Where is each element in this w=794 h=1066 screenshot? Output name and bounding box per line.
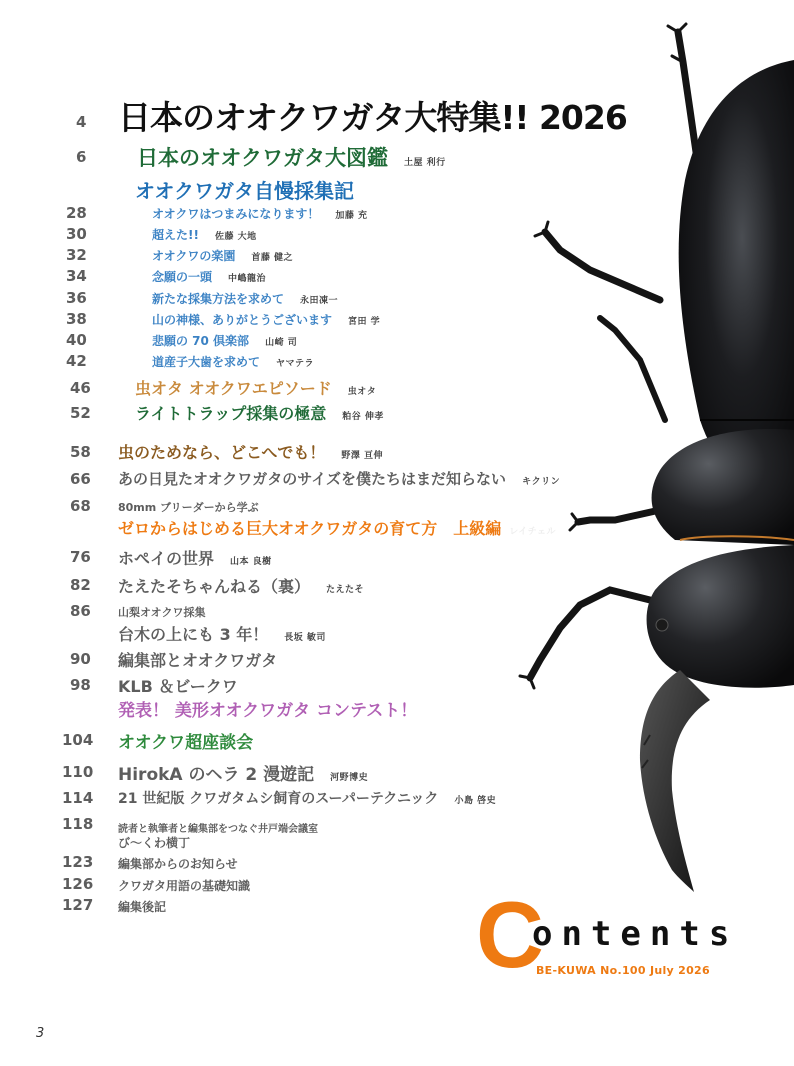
toc-title: 念願の一頭 xyxy=(152,270,213,284)
toc-entry xyxy=(152,290,338,307)
toc-entry xyxy=(152,311,380,328)
toc-title: たえたそちゃんねる（裏） xyxy=(118,577,311,596)
toc-author: キクリン xyxy=(522,477,561,487)
toc-author: 宮田 学 xyxy=(348,317,381,327)
toc-author: 永田凍一 xyxy=(300,296,339,306)
toc-page-number: 90 xyxy=(70,650,91,668)
toc-author: 山本 良樹 xyxy=(230,557,272,567)
toc-page-number: 4 xyxy=(76,113,87,131)
toc-page-number: 98 xyxy=(70,676,91,694)
toc-kicker: 山梨オオクワ採集 xyxy=(118,606,206,619)
toc-kicker: 80mm ブリーダーから学ぶ xyxy=(118,501,259,514)
toc-title: 日本のオオクワガタ大図鑑 xyxy=(137,146,388,170)
toc-title: 超えた!! xyxy=(152,228,199,242)
toc-title: 発表！ 美形オオクワガタ コンテスト！ xyxy=(118,701,418,721)
toc-entry xyxy=(152,247,293,264)
toc-page-number: 38 xyxy=(66,310,87,328)
toc-title: あの日見たオオクワガタのサイズを僕たちはまだ知らない xyxy=(118,470,507,488)
toc-author: 加藤 充 xyxy=(335,211,368,221)
toc-entry xyxy=(152,268,266,285)
toc-entry xyxy=(135,401,384,424)
toc-title: KLB ＆ビークワ xyxy=(118,677,238,696)
toc-page-number: 123 xyxy=(62,853,94,871)
toc-author: 河野博史 xyxy=(330,773,369,783)
toc-title: 台木の上にも 3 年！ xyxy=(118,625,269,644)
toc-author: たえたそ xyxy=(326,585,365,595)
toc-author: ヤマテラ xyxy=(276,359,315,369)
toc-page-number: 46 xyxy=(70,379,91,397)
toc-title: 山の神様、ありがとうございます xyxy=(152,313,333,327)
toc-author: 土屋 利行 xyxy=(403,158,446,168)
toc-title: ゼロからはじめる巨大オオクワガタの育て方 上級編 xyxy=(118,519,502,538)
toc-page-number: 42 xyxy=(66,352,87,370)
toc-page-number: 118 xyxy=(62,815,94,833)
toc-title: 編集部とオオクワガタ xyxy=(118,651,278,670)
toc-page-number: 34 xyxy=(66,267,87,285)
issue-info: BE-KUWA No.100 July 2026 xyxy=(536,964,710,977)
toc-title: HirokA のヘラ 2 漫遊記 xyxy=(118,765,315,785)
toc-kicker: 読者と執筆者と編集部をつなぐ井戸端会議室 xyxy=(118,824,318,835)
toc-title: 悲願の 70 倶楽部 xyxy=(152,334,250,348)
toc-entry xyxy=(118,760,368,785)
section-title: オオクワガタ自慢採集記 xyxy=(135,179,354,203)
toc-entry xyxy=(152,226,257,243)
contents-logo-initial: C xyxy=(476,882,544,987)
toc-entry xyxy=(137,142,446,172)
toc-page-number: 58 xyxy=(70,443,91,461)
toc-entry xyxy=(118,468,560,489)
toc-author: 中嶋龍治 xyxy=(228,274,267,284)
toc-title: 編集後記 xyxy=(118,900,167,914)
toc-title: オオクワはつまみになります！ xyxy=(152,207,320,221)
toc-author: 虫オタ xyxy=(347,387,377,397)
toc-page-number: 6 xyxy=(76,148,87,166)
toc-page-number: 66 xyxy=(70,470,91,488)
toc-page-number: 127 xyxy=(62,896,94,914)
toc-page-number: 52 xyxy=(70,404,91,422)
main-title: 日本のオオクワガタ大特集!! 2026 xyxy=(118,98,627,137)
contents-logo-text: ontents xyxy=(532,914,739,954)
toc-page-number: 36 xyxy=(66,289,87,307)
toc-title: 虫オタ オオクワエピソード xyxy=(135,379,332,398)
toc-page-number: 76 xyxy=(70,548,91,566)
toc-author: 首藤 健之 xyxy=(251,253,294,263)
toc-page-number: 30 xyxy=(66,225,87,243)
toc-entry xyxy=(152,332,297,349)
toc-entry xyxy=(152,353,314,370)
toc-title: ライトトラップ採集の極意 xyxy=(135,404,327,423)
toc-page-number: 28 xyxy=(66,204,87,222)
toc-title: 道産子大歯を求めて xyxy=(152,355,261,369)
toc-page-number: 114 xyxy=(62,789,94,807)
toc-page-number: 104 xyxy=(62,731,94,749)
toc-page-number: 126 xyxy=(62,875,94,893)
toc-title: 新たな採集方法を求めて xyxy=(152,292,285,306)
toc-entry xyxy=(135,376,376,399)
toc-title: 21 世紀版 クワガタムシ飼育のスーパーテクニック xyxy=(118,791,439,807)
toc-page-number: 68 xyxy=(70,497,91,515)
toc-title: 編集部からのお知らせ xyxy=(118,857,238,871)
toc-page-number: 40 xyxy=(66,331,87,349)
page-folio: 3 xyxy=(36,1026,45,1041)
toc-page-number: 82 xyxy=(70,576,91,594)
toc-entry xyxy=(118,622,326,645)
toc-entry xyxy=(152,205,368,222)
toc-author: 野澤 亘伸 xyxy=(341,451,384,461)
toc-page-number: 110 xyxy=(62,763,94,781)
toc-author: 佐藤 大地 xyxy=(214,232,257,242)
toc-title: オオクワの楽園 xyxy=(152,249,236,263)
toc-title: び〜くわ横丁 xyxy=(118,836,191,850)
toc-author: 粕谷 伸孝 xyxy=(342,412,384,422)
toc-entry xyxy=(118,440,383,463)
toc-entry xyxy=(118,546,272,569)
toc-author: 山崎 司 xyxy=(265,338,298,348)
toc-author: レイチェル xyxy=(509,527,556,537)
toc-title: クワガタ用語の基礎知識 xyxy=(118,879,251,893)
toc-entry xyxy=(118,574,364,597)
toc-entry xyxy=(118,788,496,808)
toc-title: オオクワ超座談会 xyxy=(118,733,254,753)
toc-page-number: 32 xyxy=(66,246,87,264)
toc-page-number: 86 xyxy=(70,602,91,620)
toc-title: 虫のためなら、どこへでも！ xyxy=(118,443,326,462)
toc-entry xyxy=(118,516,556,539)
toc-author: 小島 啓史 xyxy=(454,796,497,806)
toc-title: ホペイの世界 xyxy=(118,549,215,568)
toc-author: 長坂 敏司 xyxy=(284,633,326,643)
